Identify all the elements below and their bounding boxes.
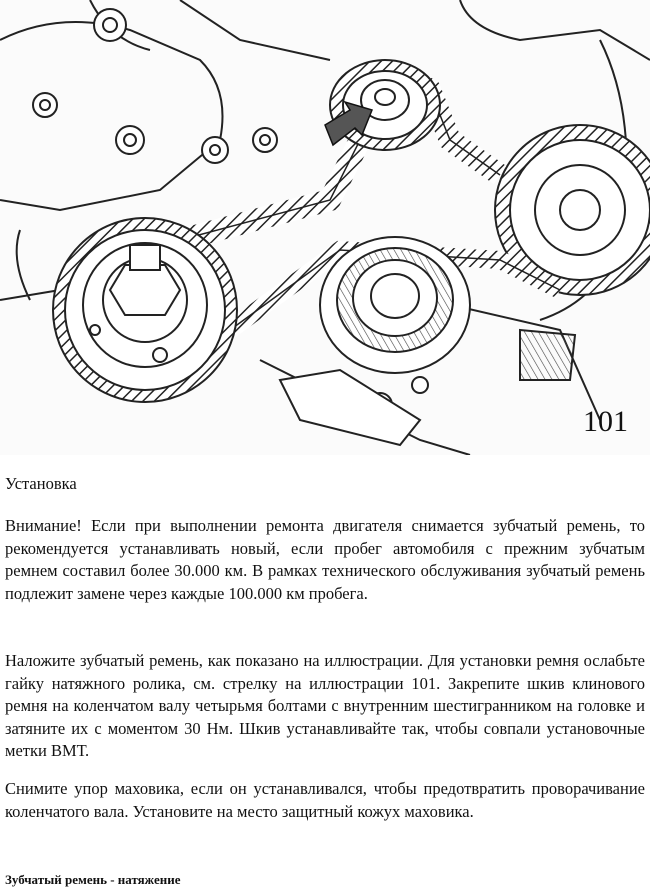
paragraph-installation: Наложите зубчатый ремень, как показано на иллюстрации. Для установки ремня ослабьте гайку натяжного ролика, см. стрелку на иллюстрации 101. Закрепите шкив клинового ремня на коленчатом валу четырьмя болтами с внутренним шестигранником на головке и затяните их с моментом 30 Нм. Шкив устанавливайте так, чтобы совпали установочные метки ВМТ. — [5, 651, 645, 760]
paragraph-flywheel: Снимите упор маховика, если он устанавливался, чтобы предотвратить проворачивание коленчатого вала. Установите на место защитный кожух маховика. — [5, 779, 645, 821]
paragraph-warning: Внимание! Если при выполнении ремонта двигателя снимается зубчатый ремень, то рекомендуется устанавливать новый, если пробег автомобиля с прежним зубчатым ремнем составил более 30.000 км. В рамках технического обслуживания зубчатый ремень подлежит замене через каждые 100.000 км пробега. — [5, 516, 645, 603]
figure-number: 101 — [583, 405, 628, 438]
section-subheading: Зубчатый ремень - натяжение — [5, 872, 181, 887]
section-heading: Установка — [5, 474, 77, 493]
